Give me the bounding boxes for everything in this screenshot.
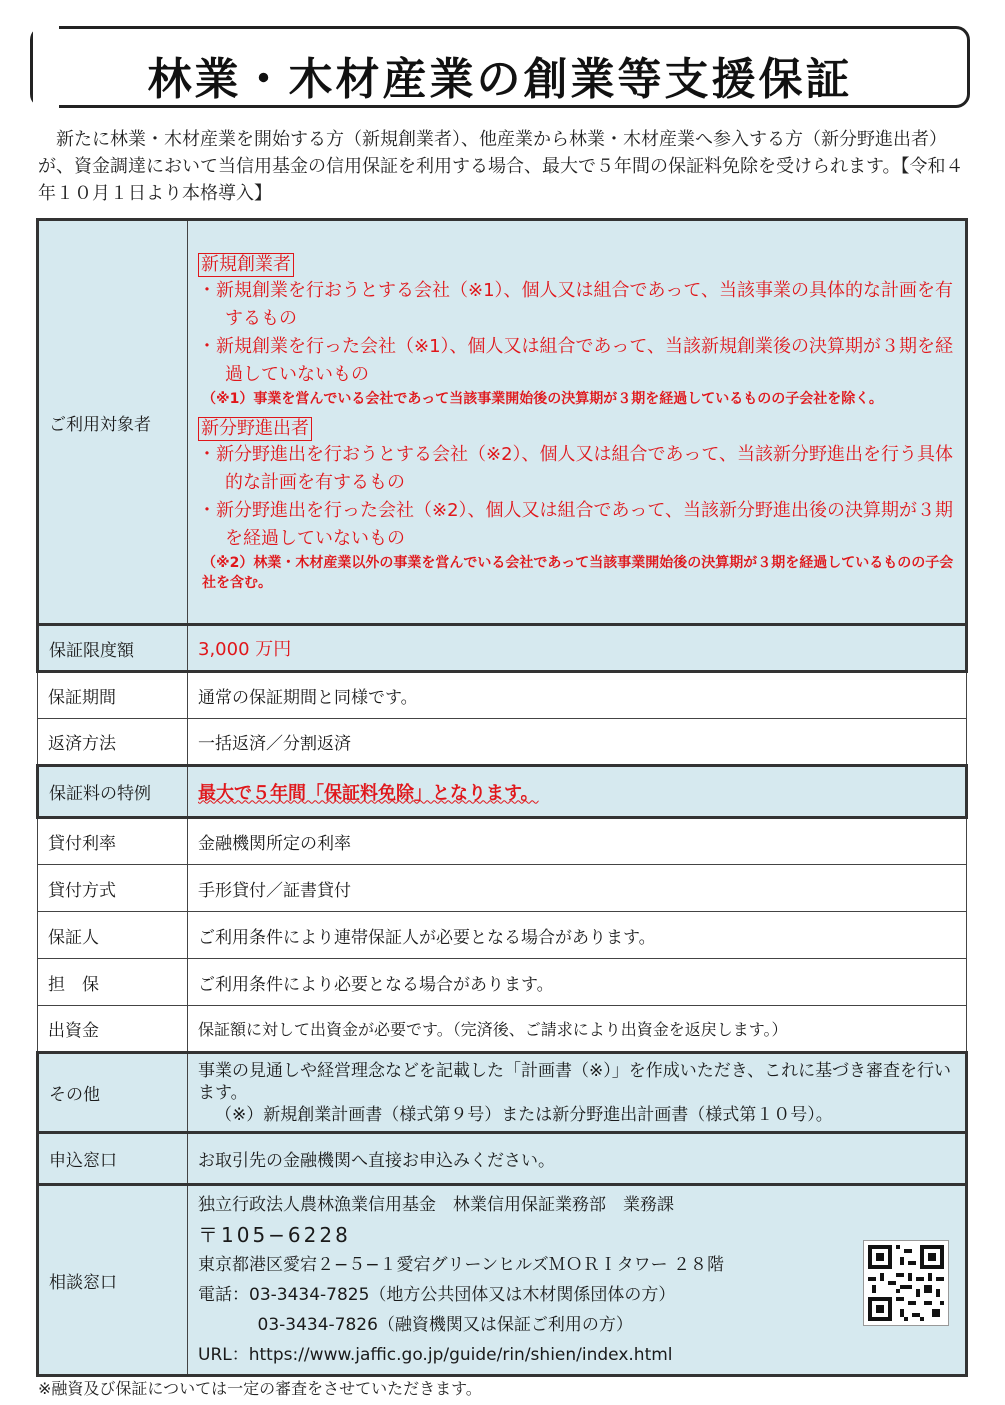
label-capital: 出資金	[38, 1006, 188, 1053]
label-fee: 保証料の特例	[38, 766, 188, 818]
consult-postal: 〒105−6228	[198, 1223, 351, 1247]
consult-content	[188, 1185, 967, 1376]
label-limit: 保証限度額	[38, 625, 188, 672]
row-apply	[38, 1133, 967, 1185]
value-collateral: ご利用条件により必要となる場合があります。	[188, 959, 967, 1006]
label-guarantor: 保証人	[38, 912, 188, 959]
page-title: 林業・木材産業の創業等支援保証	[147, 54, 853, 105]
new-field-item-2: ・新分野進出を行った会社（※2）、個人又は組合であって、当該新分野進出後の決算期が３期を経過していないもの	[198, 500, 953, 549]
row-eligibility	[38, 220, 967, 625]
row-collateral	[38, 959, 967, 1006]
new-field-note: （※2）林業・木材産業以外の事業を営んでいる会社であって当該事業開始後の決算期が３期を経過しているものの子会社を含む。	[202, 555, 954, 591]
row-capital	[38, 1006, 967, 1053]
new-field-item-1: ・新分野進出を行おうとする会社（※2）、個人又は組合であって、当該新分野進出を行う具体的な計画を有するもの	[198, 444, 953, 493]
value-period: 通常の保証期間と同様です。	[188, 672, 967, 719]
new-business-note: （※1）事業を営んでいる会社であって当該事業開始後の決算期が３期を経過しているものの子会社を除く。	[202, 391, 883, 407]
heading-new-field: 新分野進出者	[198, 417, 312, 441]
value-other-cell	[188, 1053, 967, 1133]
consult-tel-2: 03-3434-7826（融資機関又は保証ご利用の方）	[257, 1315, 633, 1335]
value-other: 事業の見通しや経営理念などを記載した「計画書（※）」を作成いただき、これに基づき審査を行います。	[198, 1060, 952, 1103]
title-frame	[30, 26, 970, 108]
label-eligibility: ご利用対象者	[38, 220, 188, 625]
value-other-note: （※）新規創業計画書（様式第９号）または新分野進出計画書（様式第１０号）。	[215, 1104, 833, 1125]
value-capital: 保証額に対して出資金が必要です。（完済後、ご請求により出資金を返戻します。）	[188, 1006, 967, 1053]
consult-tel-1: 電話：03-3434-7825（地方公共団体又は木材関係団体の方）	[198, 1285, 676, 1305]
label-consult: 相談窓口	[38, 1185, 188, 1376]
label-collateral: 担 保	[38, 959, 188, 1006]
row-repayment	[38, 719, 967, 766]
row-guarantor	[38, 912, 967, 959]
guarantee-table	[36, 218, 968, 1377]
row-method	[38, 865, 967, 912]
value-apply: お取引先の金融機関へ直接お申込みください。	[188, 1133, 967, 1185]
label-method: 貸付方式	[38, 865, 188, 912]
value-guarantor: ご利用条件により連帯保証人が必要となる場合があります。	[188, 912, 967, 959]
value-method: 手形貸付／証書貸付	[188, 865, 967, 912]
consult-address: 東京都港区愛宕２−５−１愛宕グリーンヒルズＭＯＲＩタワー ２８階	[198, 1255, 725, 1275]
consult-url[interactable]: URL：https://www.jaffic.go.jp/guide/rin/shien/index.html	[198, 1345, 673, 1365]
row-limit	[38, 625, 967, 672]
value-rate: 金融機関所定の利率	[188, 818, 967, 865]
eligibility-content	[188, 220, 967, 625]
new-business-item-2: ・新規創業を行った会社（※1）、個人又は組合であって、当該新規創業後の決算期が３期を経過していないもの	[198, 336, 953, 385]
label-rate: 貸付利率	[38, 818, 188, 865]
consult-org: 独立行政法人農林漁業信用基金 林業信用保証業務部 業務課	[198, 1195, 674, 1215]
value-repayment: 一括返済／分割返済	[188, 719, 967, 766]
row-rate	[38, 818, 967, 865]
value-fee: 最大で５年間「保証料免除」となります。	[198, 782, 539, 804]
footer-note: ※融資及び保証については一定の審査をさせていただきます。	[38, 1379, 482, 1398]
row-fee	[38, 766, 967, 818]
label-apply: 申込窓口	[38, 1133, 188, 1185]
new-business-item-1: ・新規創業を行おうとする会社（※1）、個人又は組合であって、当該事業の具体的な計画を有するもの	[198, 280, 953, 329]
label-other: その他	[38, 1053, 188, 1133]
value-limit: 3,000 万円	[188, 625, 967, 672]
intro-paragraph: 新たに林業・木材産業を開始する方（新規創業者）、他産業から林業・木材産業へ参入する方（新分野進出者）が、資金調達において当信用基金の信用保証を利用する場合、最大で５年間の保証料免除を受けられます。【令和４年１０月１日より本格導入】	[38, 129, 964, 204]
value-fee-cell	[188, 766, 967, 818]
row-consult	[38, 1185, 967, 1376]
label-repayment: 返済方法	[38, 719, 188, 766]
qr-code-icon	[863, 1240, 949, 1326]
row-other	[38, 1053, 967, 1133]
row-period	[38, 672, 967, 719]
label-period: 保証期間	[38, 672, 188, 719]
heading-new-business: 新規創業者	[198, 253, 294, 277]
